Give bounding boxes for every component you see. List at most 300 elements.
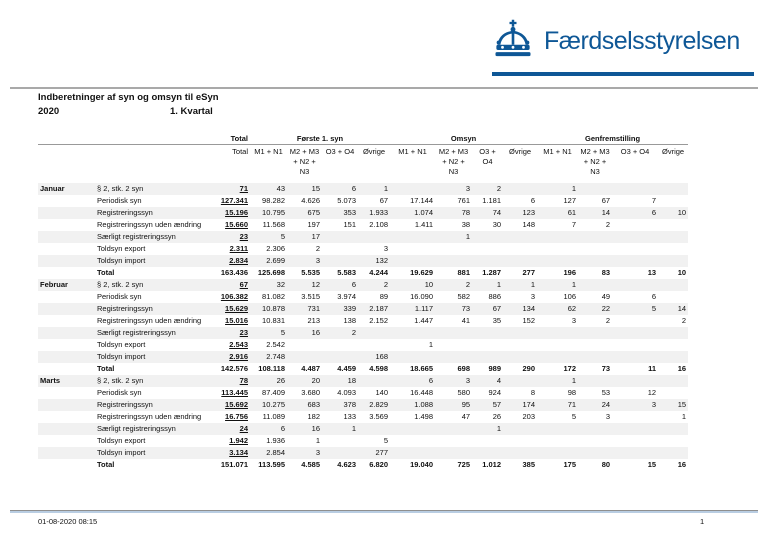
value-cell: 353	[343, 208, 356, 217]
table-row	[38, 339, 688, 351]
value-cell: 61	[567, 208, 577, 217]
category-label: Registreringssyn	[97, 304, 153, 313]
value-cell: 2.311	[229, 244, 248, 253]
value-cell	[658, 243, 688, 255]
value-cell: 4.585	[301, 460, 320, 469]
column-header-row	[38, 145, 688, 184]
value-cell: 1.287	[482, 268, 502, 277]
value-cell	[578, 243, 612, 255]
value-cell	[612, 423, 658, 435]
value-cell: 11.568	[262, 220, 285, 229]
month-label	[38, 351, 95, 363]
value-cell: 134	[522, 304, 536, 313]
value-cell: 3	[530, 292, 536, 301]
value-cell	[390, 255, 435, 267]
value-cell: 24	[239, 424, 248, 433]
value-cell: 6	[530, 196, 536, 205]
value-cell: 1	[681, 412, 687, 421]
value-cell: 385	[522, 460, 536, 469]
footer-timestamp: 01-08-2020 08:15	[38, 517, 98, 526]
value-cell: 1.012	[482, 460, 502, 469]
value-cell: 73	[461, 304, 471, 313]
value-cell: 106	[563, 292, 577, 301]
value-cell	[358, 327, 390, 339]
month-label: Februar	[40, 280, 68, 289]
value-cell	[612, 255, 658, 267]
column-header-gen-m1n1: M1 + N1	[543, 147, 572, 156]
row-label-spacer	[38, 130, 205, 145]
value-cell	[537, 339, 578, 351]
value-cell: 168	[375, 352, 389, 361]
value-cell: 6	[280, 424, 285, 433]
value-cell	[658, 447, 688, 459]
value-cell: 3	[571, 316, 577, 325]
month-label	[38, 291, 95, 303]
value-cell	[503, 327, 537, 339]
table-row	[38, 195, 688, 207]
month-label	[38, 267, 95, 279]
value-cell	[503, 351, 537, 363]
value-cell: 98	[567, 388, 577, 397]
value-cell: 38	[461, 220, 471, 229]
value-cell: 151	[343, 220, 356, 229]
value-cell	[472, 231, 503, 243]
table-row	[38, 387, 688, 399]
value-cell: 13	[647, 268, 657, 277]
value-cell	[390, 183, 435, 195]
table-row	[38, 411, 688, 423]
column-header-foerste-m2m3: M2 + M3 + N2 + N3	[289, 147, 320, 176]
value-cell: 71	[239, 184, 248, 193]
column-header-gen-o3o4: O3 + O4	[620, 147, 650, 156]
value-cell: 83	[601, 268, 611, 277]
value-cell	[658, 435, 688, 447]
value-cell	[390, 243, 435, 255]
value-cell: 10.795	[262, 208, 285, 217]
value-cell: 6	[651, 292, 657, 301]
value-cell	[390, 351, 435, 363]
group-header-foerste-syn: Første 1. syn	[250, 130, 390, 145]
value-cell: 2.187	[369, 304, 389, 313]
category-label: Total	[97, 460, 115, 469]
table-body	[38, 183, 688, 471]
column-header-gen-m2m3: M2 + M3 + N2 + N3	[580, 147, 610, 176]
value-cell: 2	[351, 328, 356, 337]
value-cell	[503, 243, 537, 255]
value-cell: 74	[492, 208, 502, 217]
month-label	[38, 423, 95, 435]
category-label: Toldsyn export	[97, 436, 146, 445]
category-label: Særligt registreringssyn	[97, 328, 176, 337]
value-cell	[537, 243, 578, 255]
value-cell: 3	[465, 184, 471, 193]
column-header-omsyn-o3o4: O3 + O4	[479, 147, 496, 166]
month-label	[38, 315, 95, 327]
value-cell	[472, 447, 503, 459]
logo-underline	[492, 72, 754, 76]
value-cell	[472, 327, 503, 339]
value-cell: 113.595	[258, 460, 285, 469]
value-cell	[658, 183, 688, 195]
value-cell: 378	[343, 400, 356, 409]
value-cell	[322, 255, 358, 267]
month-label: Januar	[40, 184, 65, 193]
month-label	[38, 327, 95, 339]
value-cell: 339	[343, 304, 356, 313]
value-cell: 290	[522, 364, 536, 373]
value-cell	[612, 375, 658, 387]
value-cell: 4.626	[301, 196, 320, 205]
month-total-row	[38, 459, 688, 471]
value-cell: 15.629	[225, 304, 248, 313]
value-cell: 6	[351, 280, 356, 289]
value-cell: 2	[315, 244, 320, 253]
value-cell: 87.409	[262, 388, 285, 397]
value-cell	[658, 255, 688, 267]
value-cell	[578, 351, 612, 363]
footer-page-number: 1	[700, 517, 705, 526]
category-label: Periodisk syn	[97, 292, 142, 301]
value-cell: 5	[571, 412, 577, 421]
month-label	[38, 387, 95, 399]
category-label: Toldsyn export	[97, 244, 146, 253]
value-cell: 2	[383, 280, 389, 289]
table-row	[38, 327, 688, 339]
category-label: Registreringssyn	[97, 208, 153, 217]
value-cell	[322, 231, 358, 243]
value-cell	[612, 279, 658, 291]
column-header-total: Total	[232, 147, 248, 156]
value-cell	[503, 447, 537, 459]
value-cell	[612, 435, 658, 447]
value-cell: 23	[239, 328, 248, 337]
value-cell	[578, 183, 612, 195]
value-cell	[612, 183, 658, 195]
value-cell: 10	[677, 208, 687, 217]
value-cell: 3.680	[301, 388, 320, 397]
value-cell: 11	[648, 364, 657, 373]
value-cell	[578, 423, 612, 435]
value-cell	[435, 447, 472, 459]
value-cell: 163.436	[220, 268, 248, 277]
value-cell: 43	[276, 184, 285, 193]
value-cell	[503, 255, 537, 267]
value-cell: 67	[379, 196, 389, 205]
value-cell: 16.448	[410, 388, 434, 397]
value-cell: 6	[428, 376, 434, 385]
value-cell	[658, 219, 688, 231]
value-cell: 35	[492, 316, 502, 325]
value-cell: 1.088	[414, 400, 434, 409]
value-cell: 1.411	[414, 220, 434, 229]
value-cell: 62	[567, 304, 577, 313]
group-header-omsyn: Omsyn	[390, 130, 537, 145]
category-label: Periodisk syn	[97, 388, 142, 397]
value-cell: 108.118	[258, 364, 285, 373]
value-cell: 57	[492, 400, 502, 409]
value-cell: 5.583	[337, 268, 356, 277]
value-cell: 5.535	[301, 268, 320, 277]
value-cell: 3	[383, 244, 389, 253]
value-cell: 2	[681, 316, 687, 325]
value-cell	[503, 423, 537, 435]
value-cell: 2.542	[266, 340, 285, 349]
value-cell: 78	[239, 376, 248, 385]
value-cell: 924	[488, 388, 502, 397]
value-cell: 18.665	[410, 364, 434, 373]
month-label	[38, 411, 95, 423]
category-label: § 2, stk. 2 syn	[97, 280, 144, 289]
table-row	[38, 207, 688, 219]
value-cell: 125.698	[257, 268, 285, 277]
value-cell: 5.073	[337, 196, 356, 205]
value-cell: 11.089	[262, 412, 285, 421]
value-cell: 15	[311, 184, 320, 193]
value-cell	[503, 435, 537, 447]
crown-icon	[492, 18, 534, 65]
value-cell	[658, 387, 688, 399]
value-cell: 175	[563, 460, 577, 469]
value-cell	[390, 231, 435, 243]
value-cell: 2.854	[266, 448, 285, 457]
value-cell: 277	[522, 268, 536, 277]
value-cell: 18	[347, 376, 356, 385]
value-cell	[435, 327, 472, 339]
value-cell: 182	[307, 412, 320, 421]
value-cell	[578, 327, 612, 339]
value-cell: 174	[522, 400, 536, 409]
value-cell	[435, 423, 472, 435]
column-header-foerste-m1n1: M1 + N1	[254, 147, 283, 156]
value-cell	[503, 183, 537, 195]
value-cell: 3.569	[369, 412, 389, 421]
value-cell	[578, 435, 612, 447]
value-cell: 2.108	[369, 220, 389, 229]
value-cell: 2.152	[369, 316, 389, 325]
column-header-foerste-ovrige: Øvrige	[362, 147, 386, 156]
value-cell: 138	[343, 316, 356, 325]
value-cell: 4.244	[369, 268, 389, 277]
value-cell: 3	[315, 448, 320, 457]
value-cell	[658, 351, 688, 363]
value-cell	[358, 339, 390, 351]
value-cell	[658, 327, 688, 339]
category-label: § 2, stk. 2 syn	[97, 184, 144, 193]
value-cell: 24	[601, 400, 611, 409]
value-cell	[472, 255, 503, 267]
value-cell: 580	[457, 388, 471, 397]
table-row	[38, 231, 688, 243]
value-cell: 19.629	[410, 268, 434, 277]
value-cell	[612, 339, 658, 351]
value-cell	[612, 243, 658, 255]
value-cell: 106.382	[220, 292, 248, 301]
report-table	[38, 130, 688, 471]
value-cell: 17.144	[410, 196, 434, 205]
value-cell: 151.071	[220, 460, 248, 469]
value-cell: 8	[530, 388, 536, 397]
table-row	[38, 375, 688, 387]
value-cell	[435, 255, 472, 267]
value-cell: 2	[605, 316, 611, 325]
value-cell: 19.040	[410, 460, 434, 469]
value-cell: 123	[522, 208, 536, 217]
category-label: Registreringssyn uden ændring	[97, 412, 202, 421]
value-cell: 675	[307, 208, 320, 217]
value-cell: 20	[311, 376, 320, 385]
value-cell	[537, 327, 578, 339]
value-cell: 1	[571, 280, 577, 289]
value-cell: 4.598	[369, 364, 389, 373]
value-cell: 1	[496, 280, 502, 289]
value-cell: 1.936	[266, 436, 285, 445]
value-cell: 1	[315, 436, 320, 445]
value-cell: 71	[567, 400, 577, 409]
table-row	[38, 315, 688, 327]
value-cell: 1.498	[414, 412, 434, 421]
value-cell: 5	[280, 232, 285, 241]
value-cell	[322, 351, 358, 363]
value-cell: 3.974	[337, 292, 356, 301]
month-total-row	[38, 363, 688, 375]
value-cell	[658, 231, 688, 243]
value-cell	[658, 423, 688, 435]
value-cell: 95	[461, 400, 471, 409]
category-label: Registreringssyn uden ændring	[97, 316, 202, 325]
value-cell: 15	[677, 400, 687, 409]
value-cell: 15.660	[225, 220, 248, 229]
value-cell: 3	[315, 256, 320, 265]
value-cell: 10	[424, 280, 434, 289]
value-cell: 53	[601, 388, 611, 397]
value-cell: 4.459	[337, 364, 356, 373]
value-cell: 67	[492, 304, 502, 313]
value-cell	[537, 435, 578, 447]
value-cell: 1	[571, 376, 577, 385]
value-cell	[287, 339, 322, 351]
value-cell: 761	[457, 196, 471, 205]
value-cell: 22	[601, 304, 611, 313]
logo-text: Færdselsstyrelsen	[544, 27, 740, 55]
value-cell: 4.487	[301, 364, 320, 373]
value-cell: 89	[379, 292, 389, 301]
value-cell: 4	[496, 376, 502, 385]
category-label: Registreringssyn	[97, 400, 153, 409]
value-cell: 148	[522, 220, 536, 229]
value-cell: 127.341	[220, 196, 248, 205]
value-cell: 16	[677, 460, 687, 469]
header-divider	[10, 87, 758, 89]
value-cell: 6.820	[369, 460, 389, 469]
value-cell	[472, 339, 503, 351]
table-row	[38, 183, 688, 195]
page-title: Indberetninger af syn og omsyn til eSyn	[38, 92, 219, 103]
value-cell	[435, 243, 472, 255]
value-cell: 1.447	[414, 316, 434, 325]
value-cell: 213	[307, 316, 320, 325]
table-row	[38, 255, 688, 267]
value-cell: 47	[461, 412, 471, 421]
category-label: Toldsyn export	[97, 340, 146, 349]
value-cell	[472, 351, 503, 363]
value-cell: 3.134	[229, 448, 248, 457]
value-cell: 5	[280, 328, 285, 337]
column-header-omsyn-m1n1: M1 + N1	[398, 147, 427, 156]
value-cell: 989	[488, 364, 502, 373]
value-cell: 197	[307, 220, 320, 229]
value-cell: 127	[563, 196, 577, 205]
value-cell: 15.692	[225, 400, 248, 409]
value-cell: 16	[311, 328, 320, 337]
value-cell	[503, 339, 537, 351]
value-cell	[578, 255, 612, 267]
table-row	[38, 447, 688, 459]
table-row	[38, 219, 688, 231]
value-cell	[358, 423, 390, 435]
value-cell: 881	[457, 268, 471, 277]
value-cell: 1.181	[482, 196, 502, 205]
value-cell	[322, 435, 358, 447]
value-cell: 683	[307, 400, 320, 409]
value-cell	[612, 231, 658, 243]
value-cell	[658, 195, 688, 207]
category-label: Toldsyn import	[97, 256, 146, 265]
month-label	[38, 219, 95, 231]
value-cell: 67	[239, 280, 248, 289]
table-row	[38, 423, 688, 435]
value-cell	[612, 351, 658, 363]
value-cell	[537, 423, 578, 435]
value-cell: 152	[522, 316, 536, 325]
value-cell: 1	[351, 424, 356, 433]
value-cell: 2.916	[229, 352, 248, 361]
category-label: Periodisk syn	[97, 196, 142, 205]
value-cell	[658, 375, 688, 387]
value-cell	[503, 375, 537, 387]
value-cell	[578, 375, 612, 387]
value-cell: 2.543	[229, 340, 248, 349]
table-row	[38, 399, 688, 411]
group-header-row	[38, 130, 688, 145]
column-header-omsyn-m2m3: M2 + M3 + N2 + N3	[438, 147, 469, 176]
value-cell: 12	[311, 280, 320, 289]
column-header-foerste-o3o4: O3 + O4	[325, 147, 355, 156]
value-cell: 15.196	[225, 208, 248, 217]
value-cell: 140	[375, 388, 389, 397]
value-cell: 2.829	[369, 400, 389, 409]
value-cell: 98.282	[262, 196, 285, 205]
table-row	[38, 279, 688, 291]
value-cell: 1	[428, 340, 434, 349]
month-label	[38, 459, 95, 471]
value-cell: 10.275	[262, 400, 285, 409]
value-cell: 67	[601, 196, 611, 205]
value-cell: 16.756	[225, 412, 248, 421]
footer-divider	[10, 510, 758, 513]
category-label: Total	[97, 364, 115, 373]
value-cell	[578, 447, 612, 459]
value-cell	[658, 339, 688, 351]
value-cell: 3	[605, 412, 611, 421]
value-cell: 16	[677, 364, 687, 373]
value-cell	[472, 435, 503, 447]
value-cell: 3	[651, 400, 657, 409]
value-cell: 14	[677, 304, 687, 313]
value-cell	[612, 447, 658, 459]
value-cell	[472, 243, 503, 255]
value-cell	[612, 219, 658, 231]
value-cell: 4.623	[337, 460, 356, 469]
